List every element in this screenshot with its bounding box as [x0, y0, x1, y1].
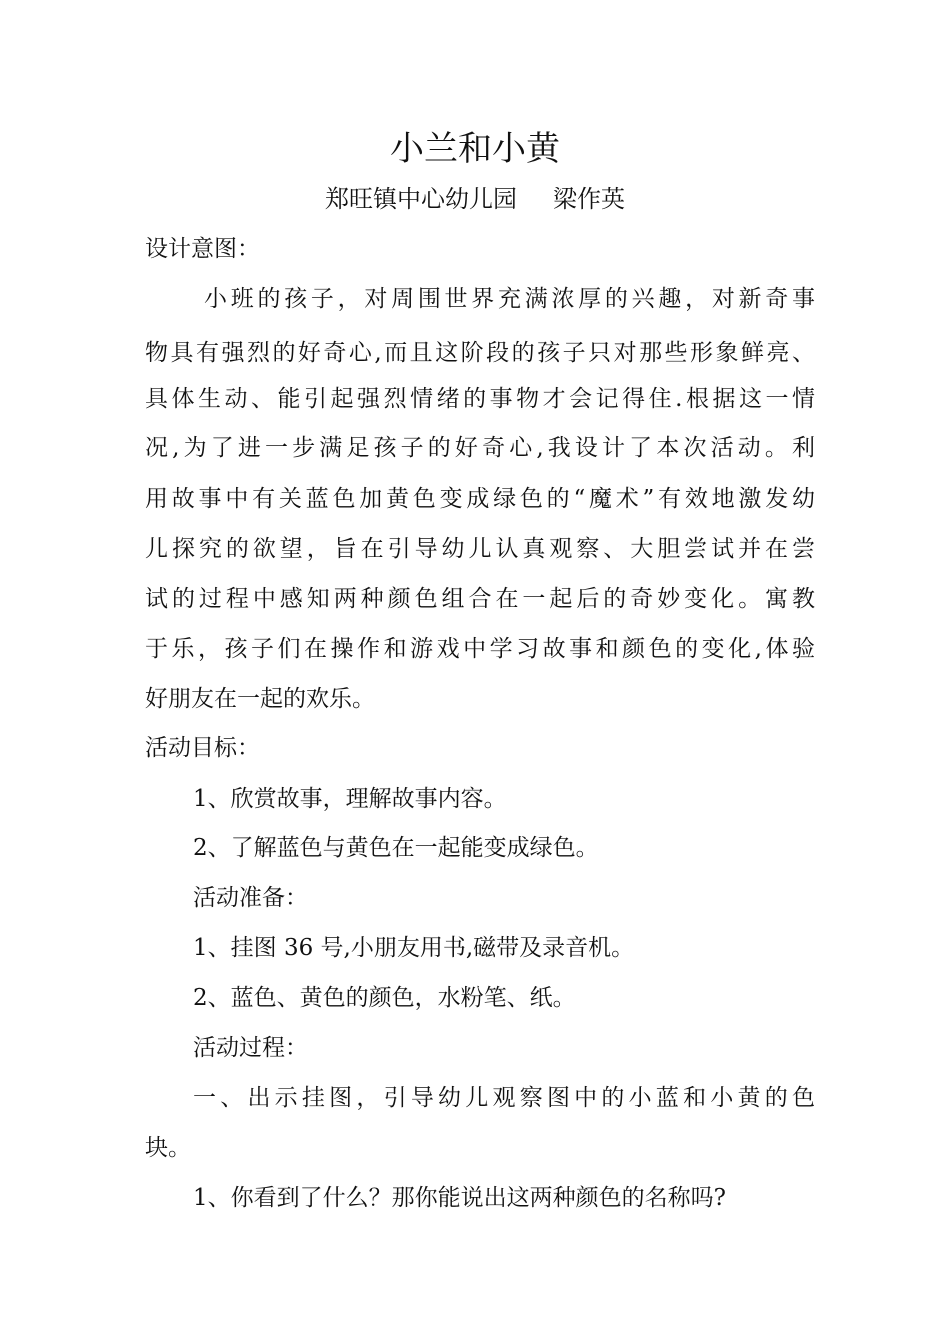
goal-item: 2、了解蓝色与黄色在一起能变成绿色。	[193, 835, 599, 861]
goals-heading: 活动目标：	[145, 735, 260, 761]
process-step-line: 块。	[145, 1135, 191, 1161]
process-question: 1、你看到了什么？那你能说出这两种颜色的名称吗?	[193, 1185, 726, 1211]
design-intent-line: 于乐，孩子们在操作和游戏中学习故事和颜色的变化,体验	[145, 636, 815, 662]
author-name: 梁作英	[553, 185, 625, 213]
prep-item: 1、挂图 36 号,小朋友用书,磁带及录音机。	[193, 935, 635, 961]
process-heading: 活动过程：	[193, 1035, 308, 1061]
design-intent-heading: 设计意图：	[145, 236, 260, 262]
process-step-line: 一、出示挂图，引导幼儿观察图中的小蓝和小黄的色	[193, 1085, 815, 1111]
document-byline	[0, 183, 950, 215]
design-intent-line: 用故事中有关蓝色加黄色变成绿色的“魔术”有效地激发幼	[145, 486, 815, 512]
design-intent-line: 况,为了进一步满足孩子的好奇心,我设计了本次活动。利	[145, 435, 815, 461]
design-intent-line: 具体生动、能引起强烈情绪的事物才会记得住.根据这一情	[145, 386, 815, 412]
prep-item: 2、蓝色、黄色的颜色，水粉笔、纸。	[193, 985, 576, 1011]
design-intent-line: 试的过程中感知两种颜色组合在一起后的奇妙变化。寓教	[145, 586, 815, 612]
design-intent-line: 好朋友在一起的欢乐。	[145, 686, 375, 712]
design-intent-line: 小班的孩子，对周围世界充满浓厚的兴趣，对新奇事	[204, 286, 815, 312]
goal-item: 1、欣赏故事，理解故事内容。	[193, 786, 507, 812]
design-intent-line: 物具有强烈的好奇心,而且这阶段的孩子只对那些形象鲜亮、	[145, 340, 815, 366]
document-title: 小兰和小黄	[390, 129, 560, 169]
author-organization: 郑旺镇中心幼儿园	[325, 185, 517, 213]
prep-heading: 活动准备：	[193, 885, 308, 911]
design-intent-line: 儿探究的欲望，旨在引导幼儿认真观察、大胆尝试并在尝	[145, 536, 815, 562]
